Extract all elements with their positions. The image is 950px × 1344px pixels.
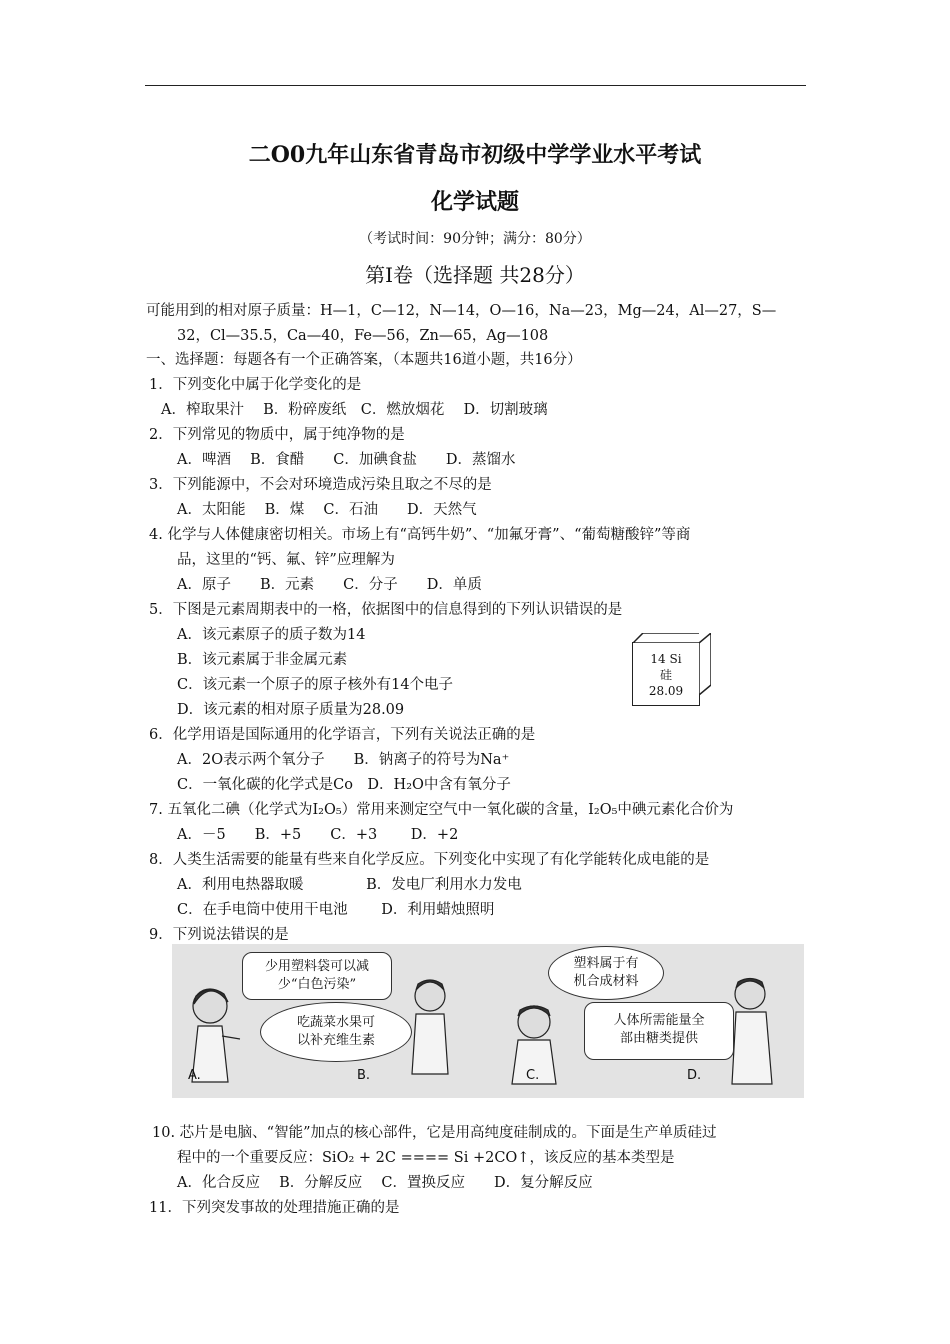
bubble-a-line-2: 少“白色污染”: [277, 977, 357, 992]
bubble-c-line-2: 机合成材料: [573, 974, 639, 989]
question-6-options-ab: A．2O表示两个氧分子 B．钠离子的符号为Na⁺: [177, 752, 510, 768]
atomic-masses-line-2: 32，Cl—35.5，Ca—40，Fe—56，Zn—65，Ag—108: [177, 328, 549, 344]
question-10-options: A．化合反应 B．分解反应 C．置换反应 D．复分解反应: [177, 1175, 593, 1191]
bubble-b-line-2: 以补充维生素: [296, 1033, 375, 1048]
bubble-d-line-1: 人体所需能量全: [613, 1013, 705, 1028]
cell-number-symbol: 14 Si: [650, 652, 682, 666]
question-5-option-c: C．该元素一个原子的原子核外有14个电子: [177, 677, 454, 693]
exam-info: （考试时间：90分钟；满分：80分）: [359, 231, 591, 247]
question-1: 1．下列变化中属于化学变化的是: [149, 377, 362, 393]
question-5: 5．下图是元素周期表中的一格，依据图中的信息得到的下列认识错误的是: [149, 602, 623, 618]
question-3-options: A．太阳能 B．煤 C．石油 D．天然气: [177, 502, 477, 518]
cell-element-name: 硅: [659, 668, 672, 682]
question-9-illustration: [172, 944, 804, 1098]
illustration-label-c: C.: [526, 1068, 540, 1083]
subject-title: 化学试题: [430, 189, 519, 215]
illustration-label-a: A.: [188, 1068, 201, 1083]
illustration-label-d: D.: [687, 1068, 702, 1083]
speech-bubble-d: [584, 1002, 734, 1060]
question-10-line-1: 10. 芯片是电脑、“智能”加点的核心部件，它是用高纯度硅制成的。下面是生产单质硅过: [152, 1125, 717, 1141]
cell-top-face: [633, 633, 699, 643]
question-9: 9．下列说法错误的是: [149, 927, 289, 943]
question-5-option-d: D．该元素的相对原子质量为28.09: [177, 702, 405, 718]
question-3: 3．下列能源中，不会对环境造成污染且取之不尽的是: [149, 477, 492, 493]
speech-bubble-a: [242, 952, 392, 1000]
question-11: 11．下列突发事故的处理措施正确的是: [149, 1200, 400, 1216]
speech-bubble-b: [260, 1002, 412, 1062]
atomic-masses-line-1: 可能用到的相对原子质量：H—1，C—12，N—14，O—16，Na—23，Mg—24，Al—27，S—: [146, 303, 777, 319]
question-10-line-2: 程中的一个重要反应：SiO₂ + 2C ==== Si +2CO↑，该反应的基本类型是: [177, 1150, 675, 1166]
question-5-option-b: B．该元素属于非金属元素: [177, 652, 348, 668]
bubble-a-line-1: 少用塑料袋可以减: [264, 959, 369, 974]
question-7: 7. 五氧化二碘（化学式为I₂O₅）常用来测定空气中一氧化碳的含量，I₂O₅中碘元素化合价为: [149, 802, 734, 818]
question-8-options-ab: A．利用电热器取暖 B．发电厂利用水力发电: [177, 877, 522, 893]
question-8-options-cd: C．在手电筒中使用干电池 D．利用蜡烛照明: [177, 902, 495, 918]
illustration-label-b: B.: [357, 1068, 371, 1083]
part-heading: 一、选择题：每题各有一个正确答案，（本题共16道小题，共16分）: [146, 352, 582, 368]
question-4-line-1: 4. 化学与人体健康密切相关。市场上有“高钙牛奶”、“加氟牙膏”、“葡萄糖酸锌”等商: [149, 527, 691, 543]
section-title: 第Ⅰ卷（选择题 共28分）: [365, 263, 585, 287]
question-6: 6．化学用语是国际通用的化学语言，下列有关说法正确的是: [149, 727, 536, 743]
periodic-table-cell: [632, 642, 700, 706]
cell-atomic-mass: 28.09: [648, 684, 684, 698]
header-rule: [145, 85, 806, 86]
question-2-options: A．啤酒 B．食醋 C．加碘食盐 D．蒸馏水: [177, 452, 516, 468]
bubble-b-line-1: 吃蔬菜水果可: [296, 1015, 375, 1030]
question-4-options: A．原子 B．元素 C．分子 D．单质: [177, 577, 482, 593]
cell-side-face: [699, 633, 711, 695]
bubble-c-line-1: 塑料属于有: [573, 956, 639, 971]
question-4-line-2: 品，这里的“钙、氟、锌”应理解为: [177, 552, 395, 568]
question-1-options: A．榨取果汁 B．粉碎废纸 C．燃放烟花 D．切割玻璃: [161, 402, 548, 418]
thought-bubble-c: [548, 946, 664, 1000]
question-6-options-cd: C．一氧化碳的化学式是Co D．H₂O中含有氧分子: [177, 777, 511, 793]
question-2: 2．下列常见的物质中，属于纯净物的是: [149, 427, 405, 443]
question-5-option-a: A．该元素原子的质子数为14: [177, 627, 366, 643]
bubble-d-line-2: 部由糖类提供: [619, 1031, 698, 1046]
question-8: 8．人类生活需要的能量有些来自化学反应。下列变化中实现了有化学能转化成电能的是: [149, 852, 710, 868]
exam-title: 二O0九年山东省青岛市初级中学学业水平考试: [248, 142, 702, 168]
question-7-options: A．－5 B．+5 C．+3 D．+2: [177, 827, 459, 843]
